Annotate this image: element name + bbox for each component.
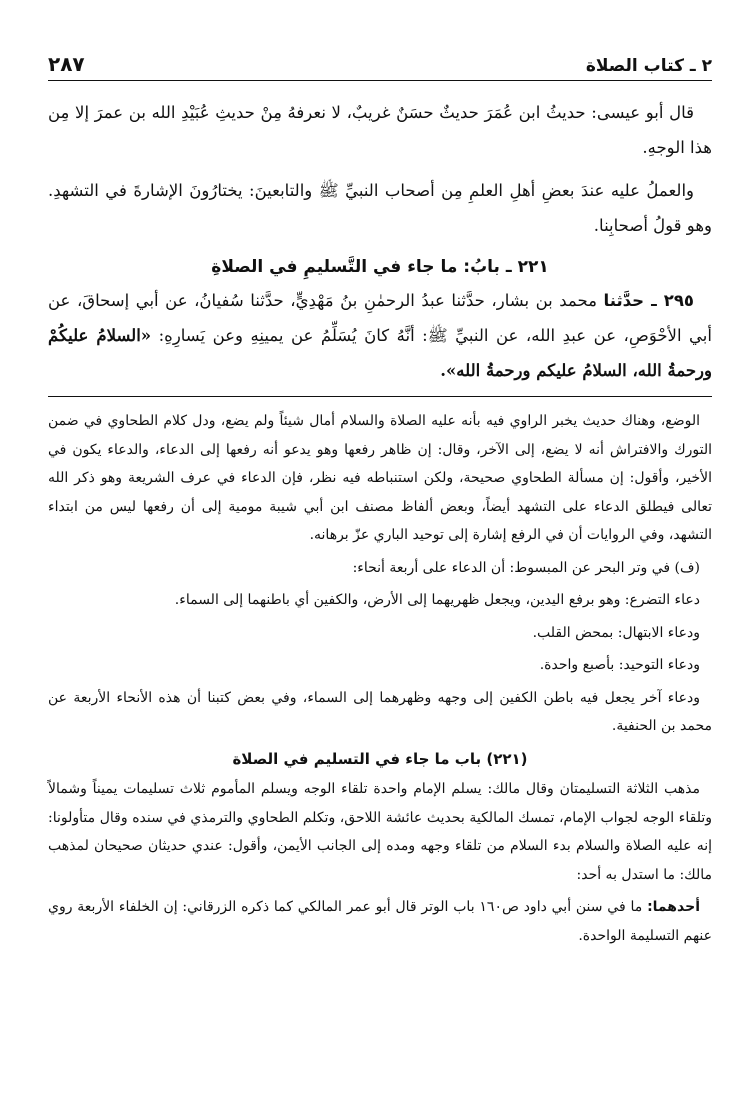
book-title: ٢ ـ كتاب الصلاة (585, 56, 712, 76)
notes-paragraph-5: ودعاء التوحيد: بأصبع واحدة. (539, 657, 700, 673)
notes-chapter-title: (٢٢١) باب ما جاء في التسليم في الصلاة (232, 749, 528, 768)
notes-paragraph-4: ودعاء الابتهال: بمحض القلب. (532, 624, 700, 641)
notes-paragraph-1: الوضع، وهناك حديث يخبر الراوي فيه بأنه عليه الصلاة والسلام أمال شيئاً ولم يضع، ودل كلام الطحاوي في ضمن التورك والافتراش أنه لا يضع، إلى الآخر، وقال: إن ظاهر رفعها وهو يدعو أنه رفعها إلى الدعاء، والدعاء يكون في الأخير، وأقول: إن مسألة الطحاوي صحيحة، ولكن استنباطه فيه نظر، فإن الدعاء في عرف الشريعة وهو ذكر الله تعالى فيطلق الدعاء على التشهد أيضاً، وبعض ألفاظ مصنف ابن أبي شيبة مومية إلى أن رفعها ليس من ابتداء التشهد، وفي الروايات أن في الرفع إشارة إلى توحيد الباري عزّ برهانه. (48, 413, 712, 543)
commentary-notes (48, 407, 712, 950)
hadith-paragraph (48, 283, 712, 388)
notes-lead-word: أحدهما: (647, 899, 700, 915)
notes-paragraph-2: (ف) في وتر البحر عن المبسوط: أن الدعاء على أربعة أنحاء: (352, 559, 700, 576)
hadith-text: «السلامُ عليكُمْ ورحمةُ الله، السلامُ عليكم ورحمةُ الله». (48, 326, 712, 380)
notes-paragraph-7: مذهب الثلاثة التسليمتان وقال مالك: يسلم الإمام واحدة تلقاء الوجه ويسلم المأموم ثلاث تسليمات يميناً وشمالاً وتلقاء الوجه لجواب الإمام، تمسك المالكية بحديث عائشة اللاحق، وتكلم الطحاوي والترمذي في سنده وقال متأولونا: إنه عليه الصلاة والسلام بدء السلام من تلقاء وجهه ومده إلى الجانب الأيمن، وأقول: عندي حديثان صحيحان لمذهب مالك: ما استدل به أحد: (48, 781, 712, 883)
notes-paragraph-6: ودعاء آخر يجعل فيه باطن الكفين إلى وجهه وظهرهما إلى السماء، وفي بعض كتبنا أن هذه الأنحاء الأربعة عن محمد بن الحنفية. (48, 689, 712, 734)
main-paragraph-2: والعملُ عليه عندَ بعضِ أهلِ العلمِ مِن أصحاب النبيِّ ﷺ والتابعينَ: يختارُونَ الإشارةَ في التشهدِ. وهو قولُ أصحابِنا. (48, 181, 712, 235)
main-paragraph-1: قال أبو عيسى: حديثُ ابن عُمَرَ حديثٌ حسَنٌ غريبٌ، لا نعرفهُ مِنْ حديثِ عُبَيْدِ الله بن عمرَ إلا مِن هذا الوجهِ. (48, 103, 712, 157)
main-text (48, 95, 712, 388)
page-number: ٢٨٧ (48, 52, 85, 76)
notes-paragraph-3: دعاء التضرع: وهو برفع اليدين، ويجعل ظهريهما إلى الأرض، والكفين أي باطنهما إلى السماء. (174, 592, 700, 608)
notes-paragraph-8-text: ما في سنن أبي داود ص١٦٠ باب الوتر قال أبو عمر المالكي كما ذكره الزرقاني: إن الخلفاء الأربعة روي عنهم التسليمة الواحدة. (48, 899, 712, 944)
footnote-divider (48, 396, 712, 397)
book-page (48, 52, 712, 954)
hadith-number: ٢٩٥ ـ حدَّثنا (603, 291, 694, 310)
notes-paragraph-8 (48, 893, 712, 950)
chapter-title: ٢٢١ ـ بابُ: ما جاء في التَّسليمِ في الصلاةِ (211, 257, 549, 277)
page-header (48, 52, 712, 81)
hadith-isnad: محمد بن بشار، حدَّثنا عبدُ الرحمٰنِ بنُ مَهْدِيٍّ، حدَّثنا سُفيانُ، عن أبي إسحاقَ، عن أبي الأحْوَصِ، عن عبدِ الله، عن النبيِّ ﷺ: أنَّهُ كانَ يُسَلِّمُ عن يمينِهِ وعن يَسارِهِ: (48, 291, 712, 345)
